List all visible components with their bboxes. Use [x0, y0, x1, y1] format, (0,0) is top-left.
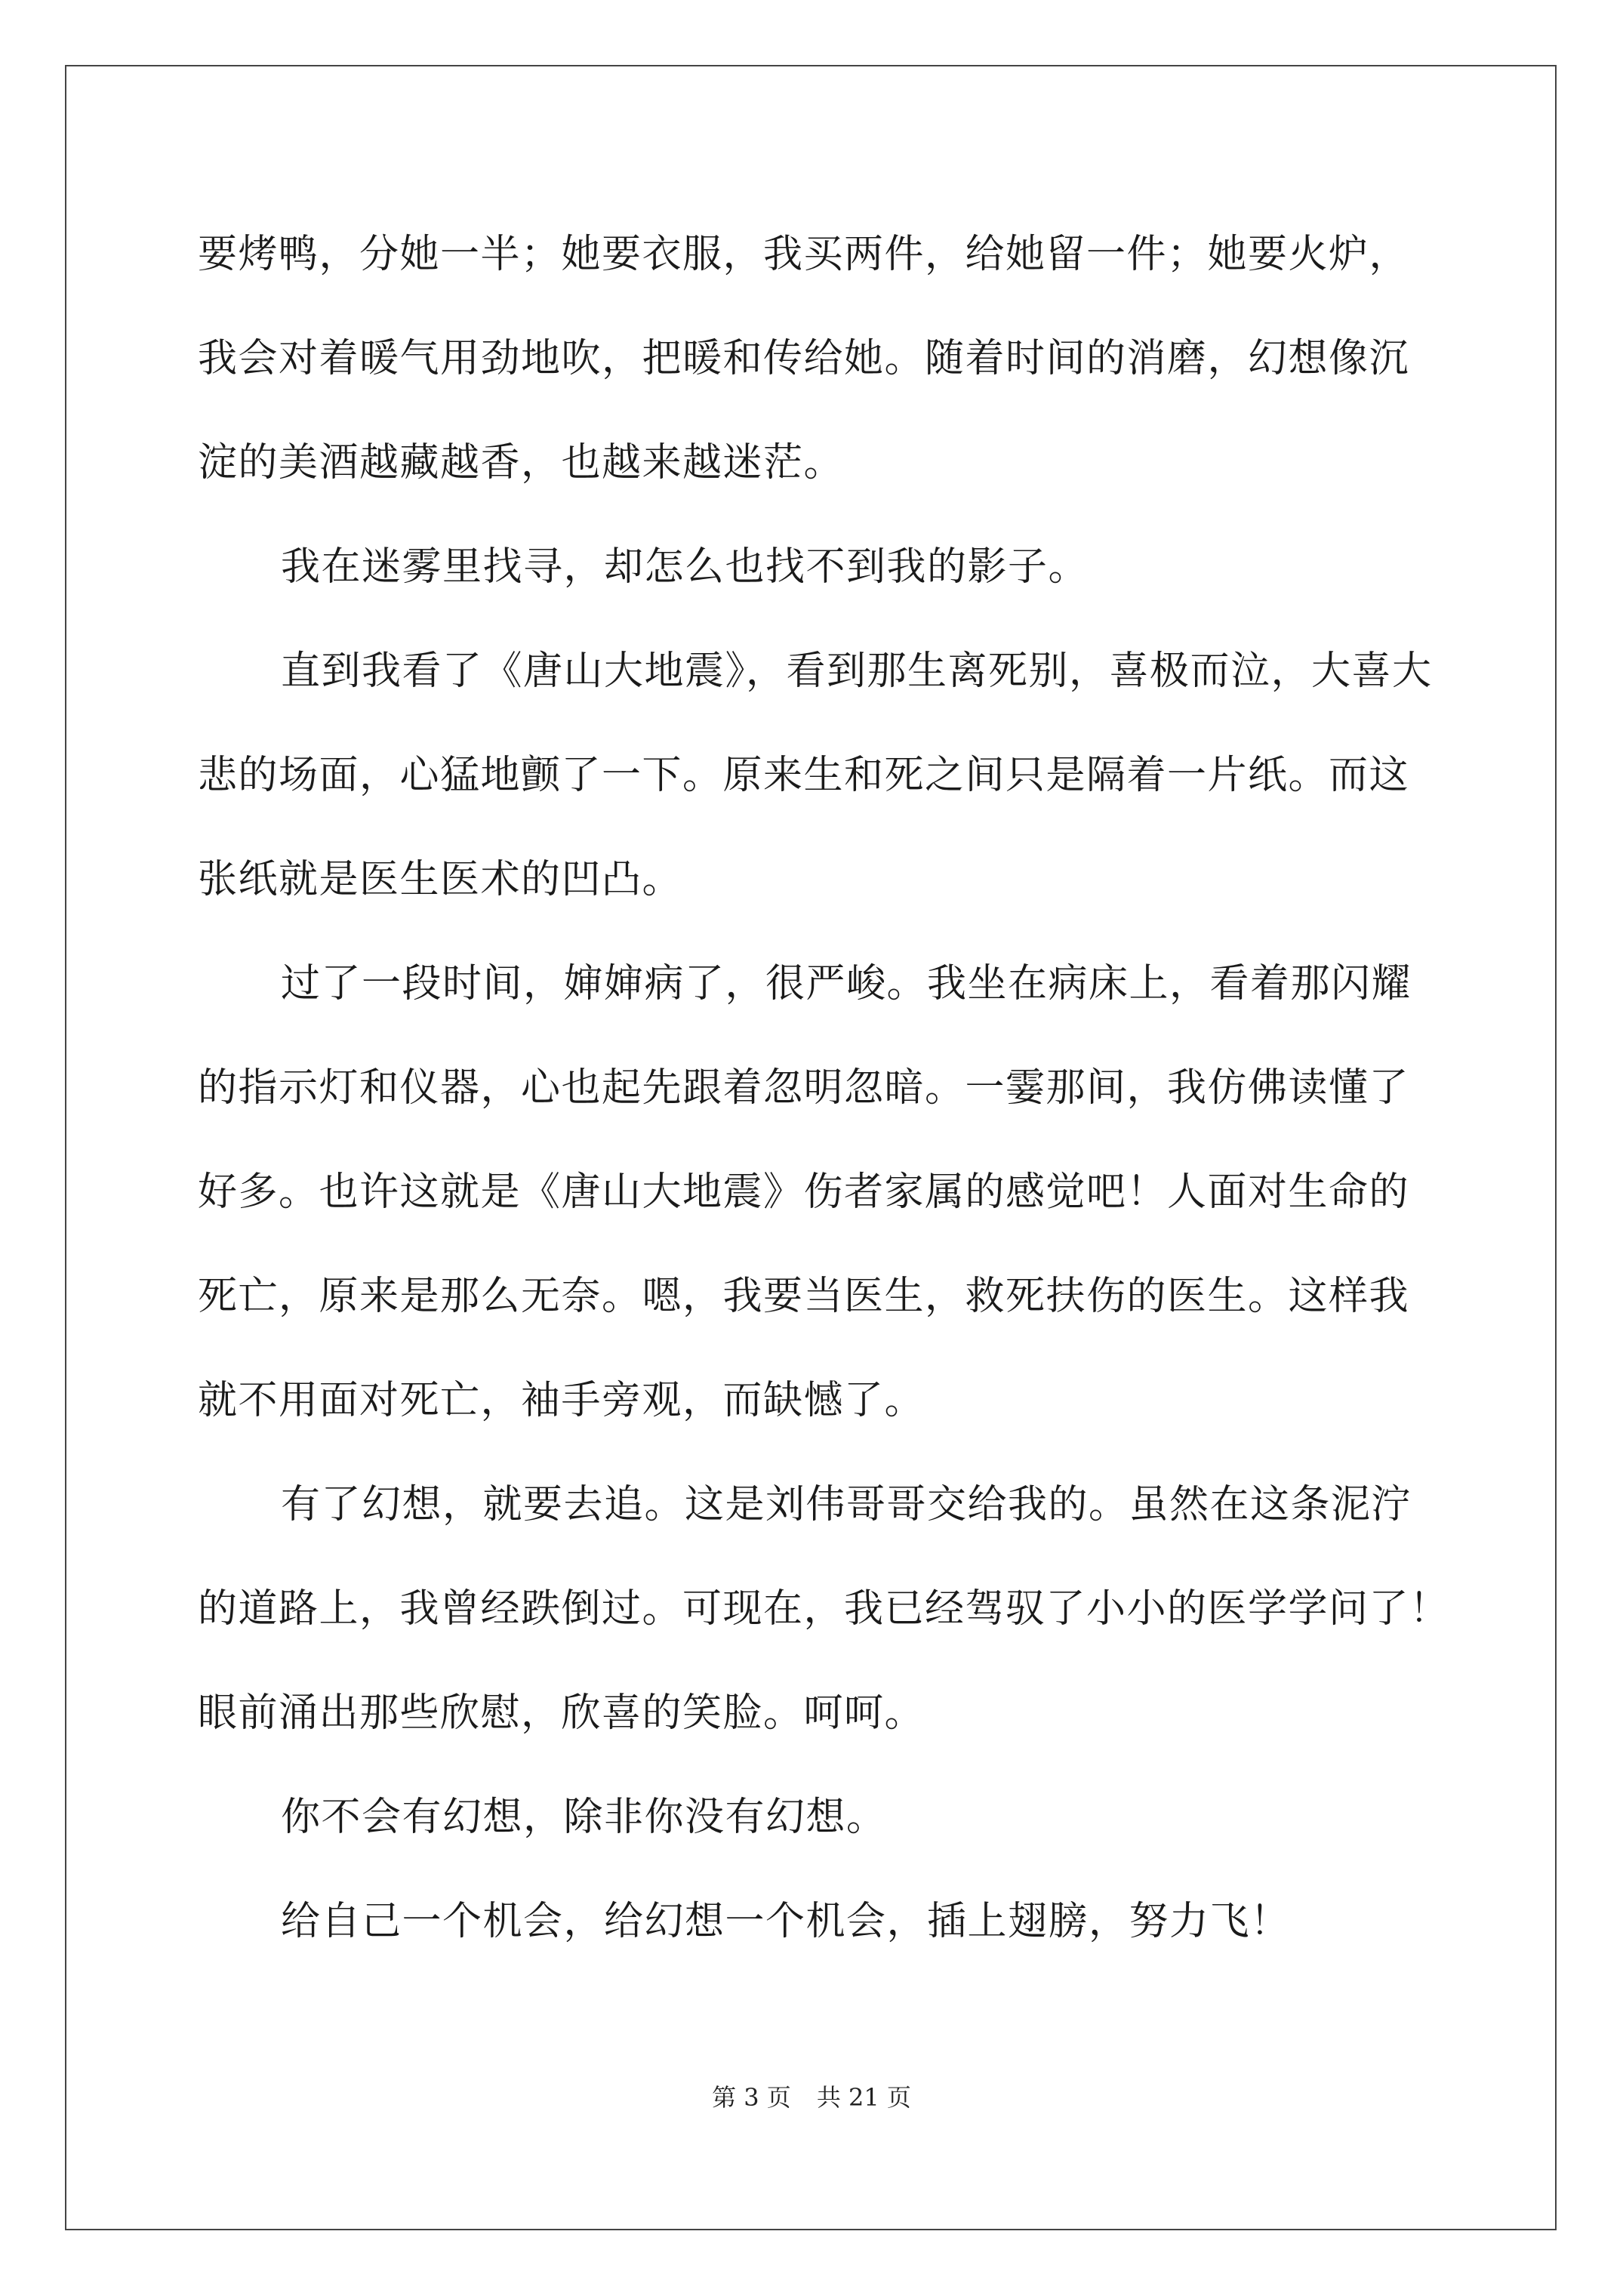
text-line: 的指示灯和仪器，心也起先跟着忽明忽暗。一霎那间，我仿佛读懂了	[198, 1065, 1410, 1111]
page-footer	[0, 2082, 1623, 2113]
text-line: 给自己一个机会，给幻想一个机会，插上翅膀，努力飞！	[281, 1899, 1291, 1944]
text-line: 过了一段时间，婶婶病了，很严峻。我坐在病床上，看着那闪耀	[281, 961, 1412, 1006]
text-line: 就不用面对死亡，袖手旁观，而缺憾了。	[198, 1378, 925, 1423]
text-line: 张纸就是医生医术的凹凸。	[198, 857, 683, 902]
text-line: 有了幻想，就要去追。这是刘伟哥哥交给我的。虽然在这条泥泞	[281, 1482, 1412, 1527]
text-line: 直到我看了《唐山大地震》，看到那生离死别，喜极而泣，大喜大	[281, 649, 1433, 694]
text-line: 好多。也许这就是《唐山大地震》伤者家属的感觉吧！人面对生命的	[198, 1170, 1410, 1215]
text-line: 眼前涌出那些欣慰，欣喜的笑脸。呵呵。	[198, 1690, 925, 1736]
text-line: 要烤鸭，分她一半；她要衣服，我买两件，给她留一件；她要火炉，	[198, 232, 1410, 277]
page-total: 共 21 页	[816, 2083, 911, 2112]
text-line: 的道路上，我曾经跌倒过。可现在，我已经驾驭了小小的医学学问了！	[198, 1586, 1450, 1632]
page-number: 第 3 页	[712, 2083, 791, 2112]
text-line: 我会对着暖气用劲地吹，把暖和传给她。随着时间的消磨，幻想像沉	[198, 336, 1410, 381]
text-line: 悲的场面，心猛地颤了一下。原来生和死之间只是隔着一片纸。而这	[198, 753, 1410, 798]
text-line: 死亡，原来是那么无奈。嗯，我要当医生，救死扶伤的医生。这样我	[198, 1274, 1410, 1319]
text-line: 我在迷雾里找寻，却怎么也找不到我的影子。	[281, 544, 1089, 590]
text-line: 淀的美酒越藏越香，也越来越迷茫。	[198, 440, 845, 485]
text-line: 你不会有幻想，除非你没有幻想。	[281, 1795, 887, 1840]
